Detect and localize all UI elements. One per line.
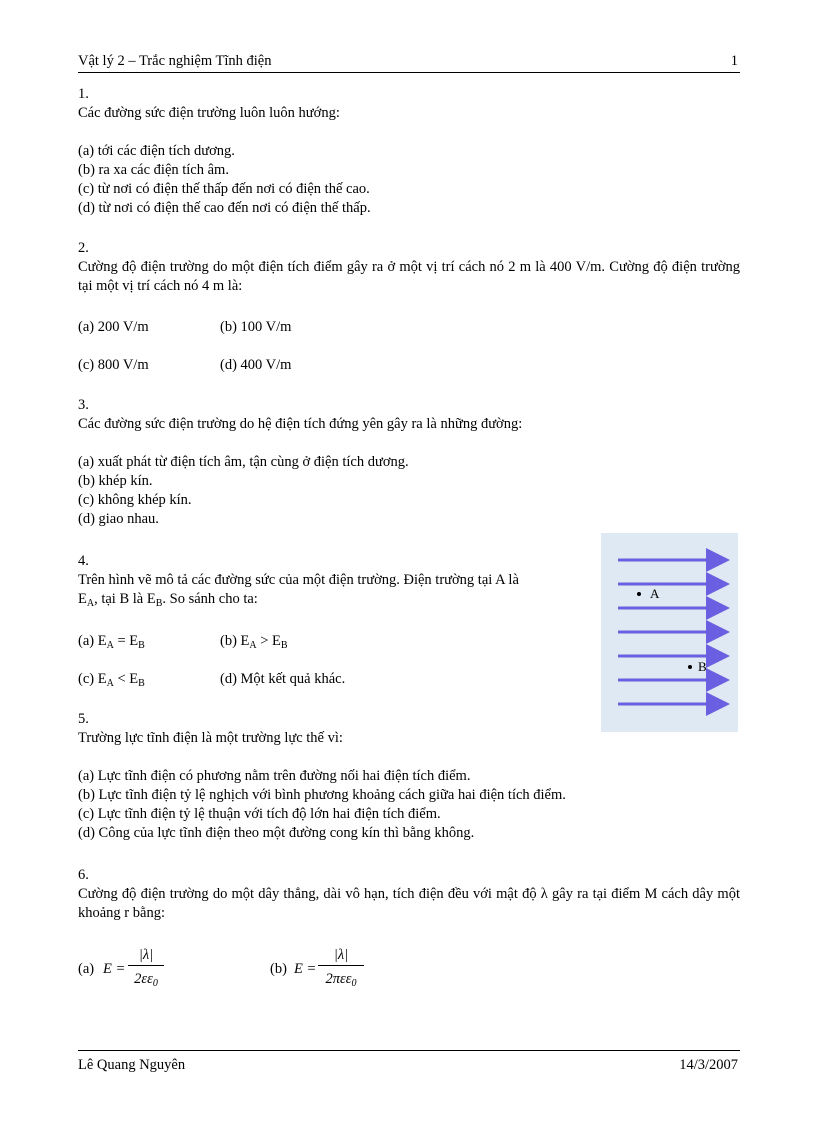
field-lines-diagram — [601, 533, 738, 732]
option-b: (b) khép kín. — [78, 473, 153, 489]
question-text: Các đường sức điện trường luôn luôn hướng: — [78, 105, 340, 121]
page-header — [78, 52, 740, 73]
point-b-label: B — [698, 659, 707, 674]
option-d: (d) Công của lực tĩnh điện theo một đường cong kín thì bằng không. — [78, 825, 475, 841]
option-c: (c) 800 V/m — [78, 357, 149, 373]
question-text: Trên hình vẽ mô tả các đường sức của một điện trường. Điện trường tại A là $E_A$, tại B là $E_B$. So sánh cho ta: — [78, 572, 519, 609]
option-c: (c) Lực tĩnh điện tỷ lệ thuận với tích độ lớn hai điện tích điểm. — [78, 806, 441, 822]
option-d: (d) từ nơi có điện thế cao đến nơi có điện thế thấp. — [78, 200, 371, 216]
page-number: 1 — [730, 53, 738, 69]
question-text: Cường độ điện trường do một dây thẳng, dài vô hạn, tích điện đều với mật độ λ gây ra tại điểm M cách dây một khoảng r bằng: — [78, 886, 740, 921]
option-b: (b) 100 V/m — [220, 319, 292, 335]
option-c: (c) $E_A < E_B$ — [78, 671, 145, 689]
question-number: 6. — [78, 867, 89, 883]
formula-denominator: $2\varepsilon\varepsilon_0$ — [134, 971, 158, 989]
page-footer — [78, 1050, 740, 1073]
point-a-label: A — [650, 586, 660, 601]
question-4 — [78, 552, 590, 609]
formula-denominator: 2πεε$_0$ — [325, 971, 357, 989]
question-number: 2. — [78, 240, 89, 256]
question-6 — [78, 866, 740, 923]
option-b-label: (b) — [270, 961, 287, 977]
field-lines-figure — [601, 533, 738, 732]
question-text: Trường lực tĩnh điện là một trường lực thế vì: — [78, 730, 343, 746]
option-a: (a) $E_A = E_B$ — [78, 633, 145, 651]
option-d: (d) 400 V/m — [220, 357, 292, 373]
formula-lhs: E = — [294, 961, 317, 977]
question-number: 4. — [78, 553, 89, 569]
option-d: (d) Một kết quả khác. — [220, 671, 346, 687]
option-c: (c) từ nơi có điện thế thấp đến nơi có điện thế cao. — [78, 181, 370, 197]
option-a: (a) tới các điện tích dương. — [78, 143, 235, 159]
formula-numerator: |λ| — [318, 946, 364, 966]
header-title: Vật lý 2 – Trắc nghiệm Tĩnh điện — [78, 53, 272, 69]
question-text: Các đường sức điện trường do hệ điện tích đứng yên gây ra là những đường: — [78, 416, 523, 432]
option-a: (a) xuất phát từ điện tích âm, tận cùng ở điện tích dương. — [78, 454, 409, 470]
option-a: (a) Lực tĩnh điện có phương nằm trên đường nối hai điện tích điểm. — [78, 768, 471, 784]
option-a-label: (a) — [78, 961, 95, 977]
question-2 — [78, 239, 740, 296]
question-1 — [78, 85, 740, 218]
option-b: (b) ra xa các điện tích âm. — [78, 162, 229, 178]
question-5 — [78, 710, 740, 843]
question-number: 1. — [78, 86, 89, 102]
footer-date: 14/3/2007 — [679, 1057, 738, 1073]
formula-lhs: E = — [103, 961, 126, 977]
option-b: (b) $E_A > E_B$ — [220, 633, 288, 651]
option-b: (b) Lực tĩnh điện tỷ lệ nghịch với bình phương khoảng cách giữa hai điện tích điểm. — [78, 787, 566, 803]
question-number: 3. — [78, 397, 89, 413]
footer-author: Lê Quang Nguyên — [78, 1057, 186, 1073]
option-a: (a) 200 V/m — [78, 319, 149, 335]
question-text: Cường độ điện trường do một điện tích điểm gây ra ở một vị trí cách nó 2 m là 400 V/m. Cường độ điện trường tại một vị trí cách nó 4 m là: — [78, 259, 740, 294]
formula-numerator: |λ| — [128, 946, 164, 966]
question-number: 5. — [78, 711, 89, 727]
option-d: (d) giao nhau. — [78, 511, 159, 527]
point-b — [688, 665, 692, 669]
question-3 — [78, 396, 740, 529]
point-a — [637, 592, 641, 596]
option-c: (c) không khép kín. — [78, 492, 192, 508]
